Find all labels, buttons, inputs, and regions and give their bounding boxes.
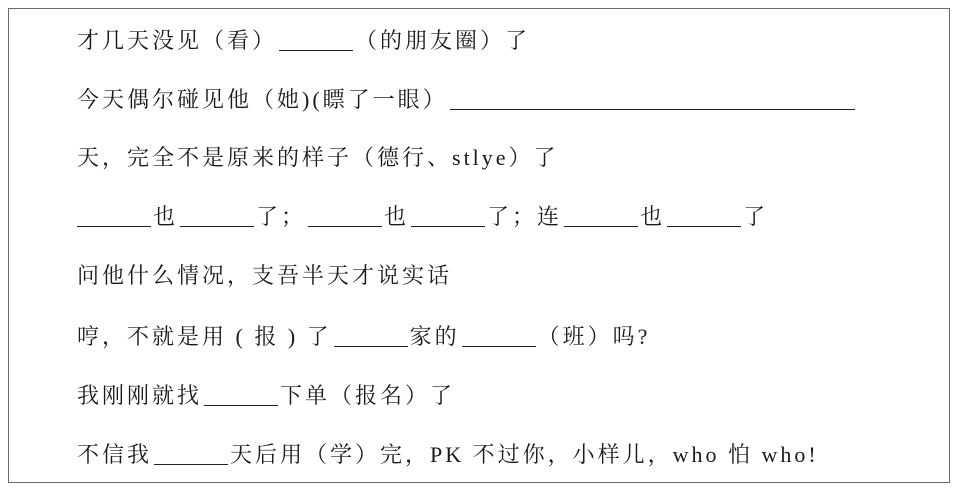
line-text: 也 [384,204,410,229]
answer-blank [154,444,228,465]
answer-blank [564,206,638,227]
line-text: （班）吗? [537,324,651,349]
answer-blank [334,326,408,347]
line-7 [77,382,455,410]
line-text: 下单（报名）了 [280,383,456,408]
line-text: 我刚刚就找 [77,383,203,408]
worksheet-frame [8,8,950,483]
line-2 [77,86,857,114]
line-text: 家的 [409,324,460,349]
line-text: 了；连 [487,204,563,229]
answer-blank [180,206,254,227]
line-text: 不信我 [77,442,153,467]
line-text: （的朋友圈）了 [355,28,531,53]
answer-blank [411,206,485,227]
line-5 [77,262,452,290]
line-text: 今天偶尔碰见他（她)(瞟了一眼） [77,87,448,112]
line-text: 哼，不就是用 ( 报 ) 了 [77,324,332,349]
line-8 [77,441,819,469]
answer-blank [77,206,151,227]
answer-blank [308,206,382,227]
line-3 [77,144,559,172]
line-text: 也 [153,204,179,229]
answer-blank [279,30,353,51]
line-text: 才几天没见（看） [77,28,278,53]
line-4 [77,203,768,231]
line-text: 了 [743,204,769,229]
line-text: 天，完全不是原来的样子（德行、stlye）了 [77,145,559,170]
line-text: 问他什么情况，支吾半天才说实话 [77,263,453,288]
line-text: 天后用（学）完，PK 不过你，小样儿，who 怕 who! [230,442,819,467]
line-1 [77,27,530,55]
answer-blank [204,385,278,406]
answer-blank [667,206,741,227]
line-6 [77,323,650,351]
line-text: 也 [640,204,666,229]
line-text: 了； [256,204,307,229]
answer-blank [462,326,536,347]
answer-blank [450,89,855,110]
